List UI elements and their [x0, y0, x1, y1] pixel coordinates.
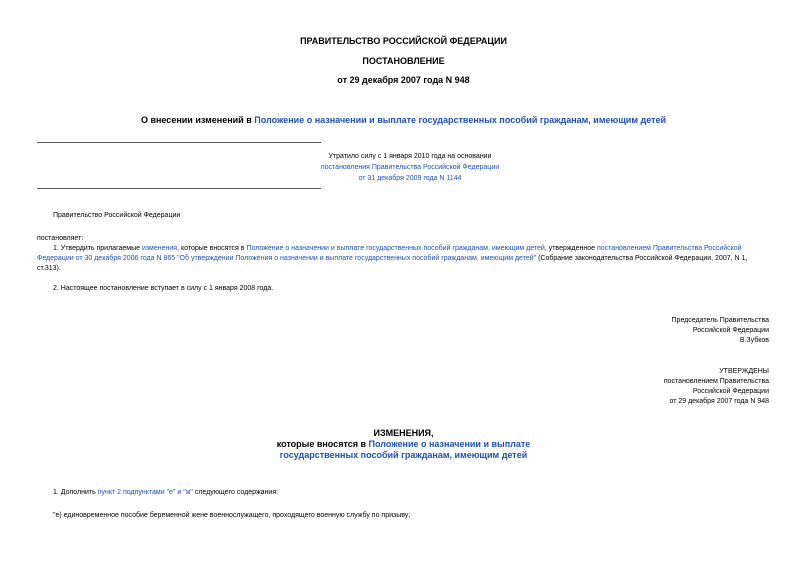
document-subject	[0, 115, 807, 125]
approved-line3: Российской Федерации	[692, 388, 769, 395]
signature-name: В.Зубков	[739, 337, 769, 344]
approved-line4: от 29 декабря 2007 года N 948	[669, 398, 769, 405]
decides-text: постановляет:	[37, 235, 84, 242]
document-type-heading: ПОСТАНОВЛЕНИЕ	[362, 56, 445, 66]
item1-line1	[53, 245, 742, 252]
clause-2-link[interactable]: пункт 2 подпунктами "е" и "ж"	[97, 489, 193, 496]
changes-title: ИЗМЕНЕНИЯ,	[373, 428, 434, 438]
item1-text-c: , утвержденное	[544, 245, 597, 252]
changes-subtitle-line2	[0, 450, 807, 460]
item1-line2	[37, 255, 747, 262]
status-note-line1: Утратило силу с 1 января 2010 года на основании	[328, 153, 492, 160]
changes-paragraph-2: "е) единовременное пособие беременной жене военнослужащего, проходящего военную службу по призыву;	[53, 512, 411, 519]
changes-p1-text-a: 1. Дополнить	[53, 489, 98, 496]
resolution-865-link-part2[interactable]: Федерации от 30 декабря 2006 года N 865 "Об утверждении Положения о назначении и выплате государственных пособий гражданам, имеющим детей"	[37, 255, 537, 262]
changes-regulation-link-part1[interactable]: Положение о назначении и выплате	[368, 439, 531, 449]
approved-line2: постановлением Правительства	[663, 378, 769, 385]
signature-title-line1: Председатель Правительства	[671, 317, 769, 324]
changes-regulation-link-part2[interactable]: государственных пособий гражданам, имеющим детей	[279, 450, 528, 460]
changes-subtitle-prefix: которые вносятся в	[276, 439, 369, 449]
changes-p1-text-b: следующего содержания:	[192, 489, 279, 496]
item1-regulation-link[interactable]: Положение о назначении и выплате государственных пособий гражданам, имеющим детей	[246, 245, 545, 252]
approved-line1: УТВЕРЖДЕНЫ	[719, 368, 769, 375]
preamble-text: Правительство Российской Федерации	[53, 212, 181, 219]
item1-line3: ст.313).	[37, 265, 61, 272]
status-note-link-date[interactable]: от 31 декабря 2009 года N 1144	[358, 175, 462, 182]
changes-paragraph-1	[53, 489, 278, 496]
item1-text-b: , которые вносятся в	[177, 245, 247, 252]
item1-text-a: 1. Утвердить прилагаемые	[53, 245, 142, 252]
changes-link[interactable]: изменения	[141, 245, 178, 252]
item2-text: 2. Настоящее постановление вступает в силу с 1 января 2008 года.	[53, 285, 274, 292]
subject-prefix: О внесении изменений в	[140, 115, 255, 125]
signature-title-line2: Российской Федерации	[692, 327, 769, 334]
divider-top	[37, 142, 321, 143]
regulation-link[interactable]: Положение о назначении и выплате государственных пособий гражданам, имеющим детей	[254, 115, 667, 125]
document-date-number: от 29 декабря 2007 года N 948	[337, 75, 470, 85]
divider-bottom	[37, 188, 321, 189]
government-heading: ПРАВИТЕЛЬСТВО РОССИЙСКОЙ ФЕДЕРАЦИИ	[300, 36, 507, 46]
resolution-865-link-part1[interactable]: постановлением Правительства Российской	[596, 245, 742, 252]
status-note-link-resolution[interactable]: постановления Правительства Российской Федерации	[320, 164, 500, 171]
changes-subtitle-line1	[0, 439, 807, 449]
item1-text-d: (Собрание законодательства Российской Федерации, 2007, N 1,	[536, 255, 748, 262]
